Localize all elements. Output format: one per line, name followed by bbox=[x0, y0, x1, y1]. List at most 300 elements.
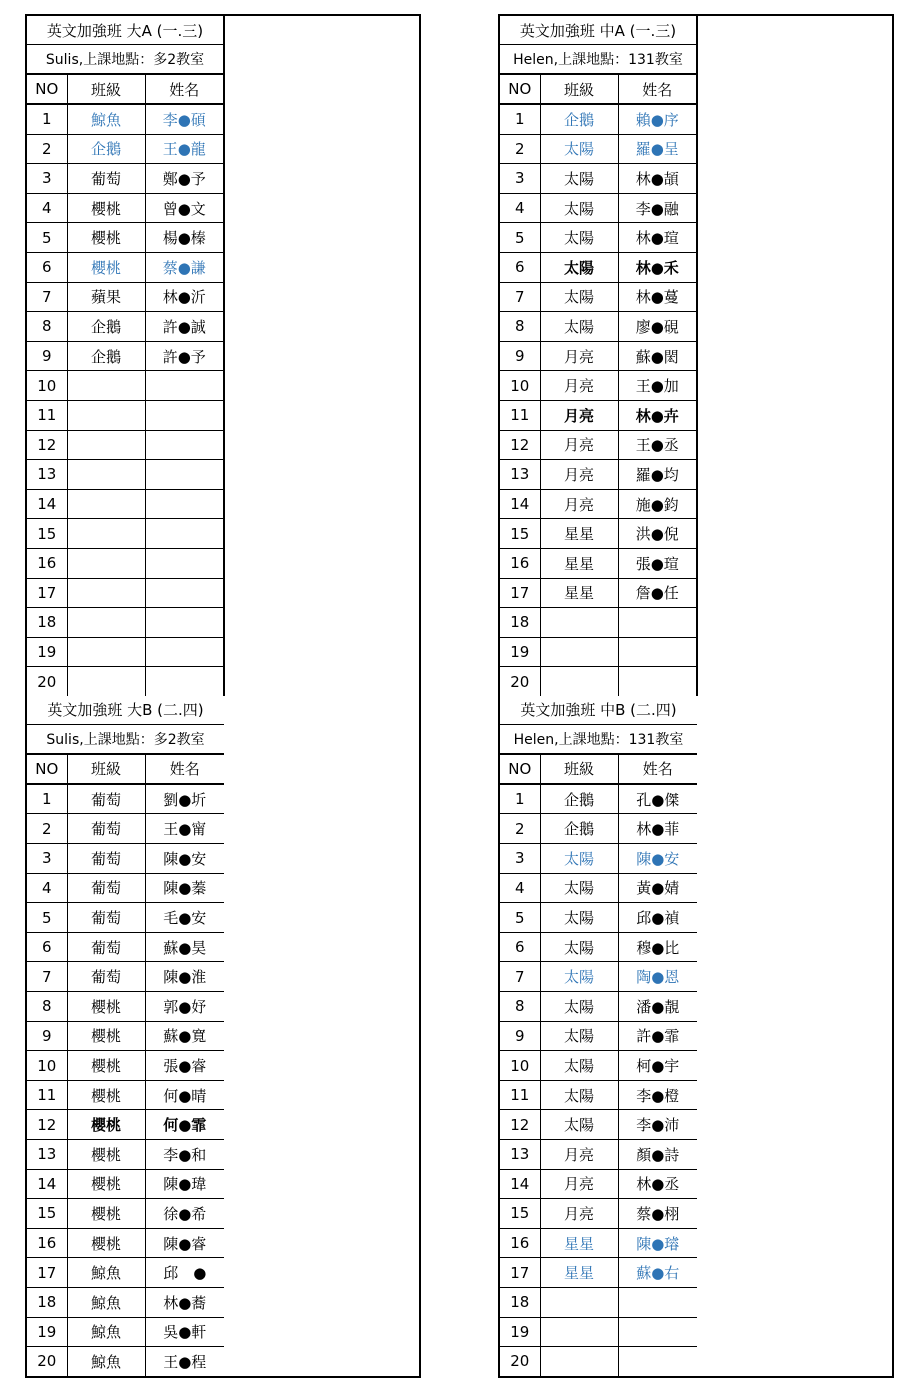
table-row bbox=[27, 341, 224, 371]
class-name-cell: 葡萄 bbox=[67, 844, 145, 874]
class-name-cell: 櫻桃 bbox=[67, 1169, 145, 1199]
column-header-no: NO bbox=[500, 74, 540, 104]
class-name-cell bbox=[540, 637, 618, 667]
row-number: 17 bbox=[500, 578, 540, 608]
table-row bbox=[500, 371, 697, 401]
class-name-cell: 太陽 bbox=[540, 193, 618, 223]
student-name-cell: 張●睿 bbox=[145, 1051, 224, 1081]
table-row bbox=[27, 134, 224, 164]
table-row bbox=[27, 1199, 224, 1229]
class-teacher-location: Helen,上課地點：131教室 bbox=[500, 45, 697, 75]
class-teacher-location: Helen,上課地點：131教室 bbox=[500, 724, 697, 754]
student-name-cell bbox=[145, 460, 224, 490]
class-teacher-location: Sulis,上課地點：多2教室 bbox=[27, 724, 224, 754]
row-number: 6 bbox=[27, 932, 67, 962]
class-name-cell: 鯨魚 bbox=[67, 1347, 145, 1376]
table-row bbox=[500, 1140, 697, 1170]
class-name-cell: 葡萄 bbox=[67, 784, 145, 814]
student-name-cell: 陳●睿 bbox=[145, 1228, 224, 1258]
table-row bbox=[27, 903, 224, 933]
class-name-cell bbox=[540, 1287, 618, 1317]
student-name-cell: 林●卉 bbox=[618, 400, 697, 430]
row-number: 10 bbox=[27, 371, 67, 401]
student-name-cell: 張●瑄 bbox=[618, 548, 697, 578]
roster-group-left bbox=[25, 14, 421, 1378]
table-row bbox=[27, 1080, 224, 1110]
student-name-cell: 王●程 bbox=[145, 1347, 224, 1376]
student-name-cell: 林●蕎 bbox=[145, 1287, 224, 1317]
student-name-cell: 林●丞 bbox=[618, 1169, 697, 1199]
table-row bbox=[27, 932, 224, 962]
table-row bbox=[27, 637, 224, 667]
row-number: 19 bbox=[500, 637, 540, 667]
row-number: 18 bbox=[500, 608, 540, 638]
class-name-cell: 太陽 bbox=[540, 844, 618, 874]
student-name-cell: 陳●蓁 bbox=[145, 873, 224, 903]
column-header-class: 班級 bbox=[67, 754, 145, 784]
class-name-cell: 企鵝 bbox=[67, 312, 145, 342]
student-name-cell: 洪●倪 bbox=[618, 519, 697, 549]
student-name-cell: 吳●軒 bbox=[145, 1317, 224, 1347]
table-row bbox=[500, 400, 697, 430]
table-row bbox=[500, 1199, 697, 1229]
class-name-cell: 鯨魚 bbox=[67, 1317, 145, 1347]
row-number: 16 bbox=[500, 1228, 540, 1258]
student-name-cell: 劉●圻 bbox=[145, 784, 224, 814]
class-name-cell bbox=[67, 519, 145, 549]
student-name-cell: 邱●禎 bbox=[618, 903, 697, 933]
roster-group-right bbox=[498, 14, 894, 1378]
table-row bbox=[500, 548, 697, 578]
table-row bbox=[500, 223, 697, 253]
row-number: 20 bbox=[500, 1347, 540, 1376]
class-name-cell: 月亮 bbox=[540, 489, 618, 519]
table-row bbox=[27, 489, 224, 519]
student-name-cell: 廖●硯 bbox=[618, 312, 697, 342]
student-name-cell: 許●誠 bbox=[145, 312, 224, 342]
class-name-cell: 櫻桃 bbox=[67, 193, 145, 223]
class-name-cell bbox=[540, 1347, 618, 1376]
table-row bbox=[27, 1347, 224, 1376]
student-name-cell: 林●瑄 bbox=[618, 223, 697, 253]
class-name-cell: 櫻桃 bbox=[67, 992, 145, 1022]
class-roster-table bbox=[500, 16, 698, 696]
row-number: 12 bbox=[27, 1110, 67, 1140]
table-row bbox=[500, 578, 697, 608]
class-name-cell bbox=[540, 1317, 618, 1347]
table-row bbox=[27, 223, 224, 253]
table-row bbox=[27, 312, 224, 342]
table-row bbox=[27, 667, 224, 696]
class-name-cell: 葡萄 bbox=[67, 962, 145, 992]
class-name-cell: 鯨魚 bbox=[67, 1287, 145, 1317]
table-row bbox=[500, 962, 697, 992]
class-name-cell bbox=[540, 608, 618, 638]
row-number: 3 bbox=[27, 164, 67, 194]
student-name-cell: 林●沂 bbox=[145, 282, 224, 312]
row-number: 18 bbox=[500, 1287, 540, 1317]
row-number: 5 bbox=[500, 223, 540, 253]
class-name-cell: 月亮 bbox=[540, 341, 618, 371]
class-name-cell: 月亮 bbox=[540, 371, 618, 401]
table-row bbox=[500, 1347, 697, 1376]
row-number: 3 bbox=[27, 844, 67, 874]
column-header-class: 班級 bbox=[67, 74, 145, 104]
class-name-cell: 櫻桃 bbox=[67, 1051, 145, 1081]
class-name-cell: 太陽 bbox=[540, 312, 618, 342]
class-title: 英文加強班 大B (二.四) bbox=[27, 696, 224, 725]
row-number: 10 bbox=[500, 1051, 540, 1081]
class-name-cell: 太陽 bbox=[540, 134, 618, 164]
row-number: 2 bbox=[27, 814, 67, 844]
column-header-no: NO bbox=[27, 74, 67, 104]
class-name-cell: 太陽 bbox=[540, 252, 618, 282]
row-number: 15 bbox=[500, 519, 540, 549]
student-name-cell: 黃●婧 bbox=[618, 873, 697, 903]
class-name-cell: 月亮 bbox=[540, 430, 618, 460]
student-name-cell: 蘇●右 bbox=[618, 1258, 697, 1288]
row-number: 12 bbox=[27, 430, 67, 460]
class-name-cell: 葡萄 bbox=[67, 814, 145, 844]
row-number: 18 bbox=[27, 608, 67, 638]
table-row bbox=[27, 992, 224, 1022]
table-row bbox=[500, 519, 697, 549]
table-row bbox=[500, 164, 697, 194]
student-name-cell: 許●予 bbox=[145, 341, 224, 371]
class-name-cell: 星星 bbox=[540, 548, 618, 578]
student-name-cell: 蘇●寬 bbox=[145, 1021, 224, 1051]
column-header-name: 姓名 bbox=[145, 754, 224, 784]
class-name-cell: 太陽 bbox=[540, 1110, 618, 1140]
row-number: 11 bbox=[500, 400, 540, 430]
row-number: 8 bbox=[27, 312, 67, 342]
class-name-cell: 太陽 bbox=[540, 903, 618, 933]
row-number: 17 bbox=[27, 1258, 67, 1288]
student-name-cell: 陳●瑋 bbox=[145, 1169, 224, 1199]
student-name-cell bbox=[145, 371, 224, 401]
class-name-cell bbox=[67, 460, 145, 490]
row-number: 14 bbox=[500, 489, 540, 519]
student-name-cell bbox=[145, 489, 224, 519]
student-name-cell: 邱 ● bbox=[145, 1258, 224, 1288]
class-name-cell: 葡萄 bbox=[67, 903, 145, 933]
table-row bbox=[500, 1317, 697, 1347]
class-roster-table bbox=[27, 696, 224, 1376]
row-number: 13 bbox=[500, 1140, 540, 1170]
table-row bbox=[500, 282, 697, 312]
table-row bbox=[500, 312, 697, 342]
table-row bbox=[27, 962, 224, 992]
class-name-cell: 櫻桃 bbox=[67, 1110, 145, 1140]
row-number: 20 bbox=[27, 1347, 67, 1376]
row-number: 14 bbox=[27, 1169, 67, 1199]
class-name-cell bbox=[67, 578, 145, 608]
table-row bbox=[27, 371, 224, 401]
class-name-cell: 太陽 bbox=[540, 1021, 618, 1051]
row-number: 7 bbox=[500, 282, 540, 312]
student-name-cell bbox=[145, 637, 224, 667]
student-name-cell bbox=[145, 519, 224, 549]
class-name-cell: 櫻桃 bbox=[67, 1080, 145, 1110]
row-number: 4 bbox=[27, 193, 67, 223]
column-header-no: NO bbox=[500, 754, 540, 784]
row-number: 8 bbox=[500, 992, 540, 1022]
class-name-cell: 企鵝 bbox=[67, 134, 145, 164]
student-name-cell bbox=[145, 400, 224, 430]
row-number: 9 bbox=[500, 1021, 540, 1051]
student-name-cell: 何●晴 bbox=[145, 1080, 224, 1110]
student-name-cell: 鄭●予 bbox=[145, 164, 224, 194]
row-number: 9 bbox=[27, 341, 67, 371]
student-name-cell: 陳●安 bbox=[618, 844, 697, 874]
student-name-cell: 蔡●謙 bbox=[145, 252, 224, 282]
class-name-cell: 太陽 bbox=[540, 962, 618, 992]
class-name-cell: 櫻桃 bbox=[67, 1140, 145, 1170]
table-row bbox=[27, 1228, 224, 1258]
student-name-cell: 陶●恩 bbox=[618, 962, 697, 992]
student-name-cell: 李●橙 bbox=[618, 1080, 697, 1110]
class-name-cell: 太陽 bbox=[540, 1051, 618, 1081]
column-header-class: 班級 bbox=[540, 754, 618, 784]
table-row bbox=[27, 784, 224, 814]
row-number: 2 bbox=[500, 814, 540, 844]
class-roster-table bbox=[27, 16, 225, 696]
student-name-cell: 楊●榛 bbox=[145, 223, 224, 253]
student-name-cell: 曾●文 bbox=[145, 193, 224, 223]
table-row bbox=[27, 164, 224, 194]
class-name-cell: 太陽 bbox=[540, 873, 618, 903]
class-name-cell: 鯨魚 bbox=[67, 104, 145, 134]
row-number: 1 bbox=[27, 784, 67, 814]
row-number: 15 bbox=[27, 1199, 67, 1229]
row-number: 4 bbox=[27, 873, 67, 903]
student-name-cell: 詹●任 bbox=[618, 578, 697, 608]
table-row bbox=[500, 608, 697, 638]
table-row bbox=[500, 1021, 697, 1051]
class-name-cell bbox=[67, 548, 145, 578]
row-number: 9 bbox=[27, 1021, 67, 1051]
class-name-cell bbox=[67, 430, 145, 460]
row-number: 17 bbox=[500, 1258, 540, 1288]
student-name-cell: 王●甯 bbox=[145, 814, 224, 844]
table-row bbox=[27, 1287, 224, 1317]
table-row bbox=[500, 1169, 697, 1199]
table-row bbox=[500, 1110, 697, 1140]
table-row bbox=[500, 903, 697, 933]
student-name-cell: 柯●宇 bbox=[618, 1051, 697, 1081]
row-number: 19 bbox=[500, 1317, 540, 1347]
student-name-cell: 徐●希 bbox=[145, 1199, 224, 1229]
table-row bbox=[500, 784, 697, 814]
row-number: 4 bbox=[500, 193, 540, 223]
student-name-cell: 潘●靚 bbox=[618, 992, 697, 1022]
row-number: 13 bbox=[27, 1140, 67, 1170]
table-row bbox=[500, 1287, 697, 1317]
column-header-class: 班級 bbox=[540, 74, 618, 104]
table-row bbox=[27, 104, 224, 134]
table-row bbox=[500, 193, 697, 223]
student-name-cell: 賴●序 bbox=[618, 104, 697, 134]
class-name-cell bbox=[67, 608, 145, 638]
class-name-cell: 太陽 bbox=[540, 164, 618, 194]
row-number: 15 bbox=[500, 1199, 540, 1229]
row-number: 16 bbox=[27, 548, 67, 578]
row-number: 15 bbox=[27, 519, 67, 549]
table-row bbox=[27, 844, 224, 874]
table-row bbox=[500, 844, 697, 874]
table-row bbox=[27, 1051, 224, 1081]
table-row bbox=[500, 1080, 697, 1110]
table-row bbox=[500, 932, 697, 962]
student-name-cell: 林●菲 bbox=[618, 814, 697, 844]
class-name-cell: 葡萄 bbox=[67, 164, 145, 194]
row-number: 20 bbox=[27, 667, 67, 696]
class-name-cell bbox=[67, 400, 145, 430]
student-name-cell: 施●鈞 bbox=[618, 489, 697, 519]
table-row bbox=[500, 430, 697, 460]
row-number: 4 bbox=[500, 873, 540, 903]
row-number: 10 bbox=[500, 371, 540, 401]
student-name-cell: 王●丞 bbox=[618, 430, 697, 460]
column-header-name: 姓名 bbox=[618, 754, 697, 784]
class-name-cell: 月亮 bbox=[540, 1140, 618, 1170]
row-number: 13 bbox=[500, 460, 540, 490]
student-name-cell bbox=[618, 637, 697, 667]
student-name-cell: 王●龍 bbox=[145, 134, 224, 164]
row-number: 14 bbox=[27, 489, 67, 519]
table-row bbox=[500, 1258, 697, 1288]
table-row bbox=[500, 637, 697, 667]
class-name-cell: 葡萄 bbox=[67, 873, 145, 903]
student-name-cell bbox=[618, 667, 697, 696]
class-name-cell bbox=[67, 637, 145, 667]
row-number: 5 bbox=[27, 223, 67, 253]
row-number: 5 bbox=[500, 903, 540, 933]
student-name-cell: 蘇●閎 bbox=[618, 341, 697, 371]
row-number: 1 bbox=[27, 104, 67, 134]
table-row bbox=[27, 460, 224, 490]
row-number: 11 bbox=[27, 400, 67, 430]
table-row bbox=[27, 519, 224, 549]
table-row bbox=[27, 400, 224, 430]
student-name-cell: 顏●詩 bbox=[618, 1140, 697, 1170]
column-header-name: 姓名 bbox=[145, 74, 224, 104]
row-number: 8 bbox=[27, 992, 67, 1022]
class-name-cell: 櫻桃 bbox=[67, 252, 145, 282]
row-number: 2 bbox=[27, 134, 67, 164]
table-row bbox=[27, 1021, 224, 1051]
row-number: 19 bbox=[27, 637, 67, 667]
student-name-cell bbox=[618, 1317, 697, 1347]
student-name-cell: 李●融 bbox=[618, 193, 697, 223]
class-name-cell: 太陽 bbox=[540, 1080, 618, 1110]
row-number: 8 bbox=[500, 312, 540, 342]
row-number: 16 bbox=[27, 1228, 67, 1258]
table-row bbox=[500, 992, 697, 1022]
column-header-no: NO bbox=[27, 754, 67, 784]
student-name-cell bbox=[145, 430, 224, 460]
student-name-cell bbox=[618, 1347, 697, 1376]
class-name-cell: 企鵝 bbox=[540, 784, 618, 814]
student-name-cell bbox=[618, 608, 697, 638]
student-name-cell: 李●碩 bbox=[145, 104, 224, 134]
row-number: 1 bbox=[500, 784, 540, 814]
table-row bbox=[27, 193, 224, 223]
class-name-cell: 月亮 bbox=[540, 460, 618, 490]
student-name-cell bbox=[618, 1287, 697, 1317]
row-number: 11 bbox=[27, 1080, 67, 1110]
class-title: 英文加強班 中A (一.三) bbox=[500, 16, 697, 45]
row-number: 10 bbox=[27, 1051, 67, 1081]
class-name-cell: 企鵝 bbox=[540, 814, 618, 844]
class-name-cell: 櫻桃 bbox=[67, 223, 145, 253]
row-number: 13 bbox=[27, 460, 67, 490]
class-name-cell: 企鵝 bbox=[540, 104, 618, 134]
table-row bbox=[27, 1258, 224, 1288]
row-number: 6 bbox=[27, 252, 67, 282]
student-name-cell: 毛●安 bbox=[145, 903, 224, 933]
student-name-cell: 穆●比 bbox=[618, 932, 697, 962]
table-row bbox=[500, 134, 697, 164]
class-name-cell: 太陽 bbox=[540, 223, 618, 253]
class-name-cell: 櫻桃 bbox=[67, 1199, 145, 1229]
student-name-cell: 蘇●昊 bbox=[145, 932, 224, 962]
class-name-cell bbox=[540, 667, 618, 696]
table-row bbox=[500, 252, 697, 282]
class-name-cell: 月亮 bbox=[540, 1199, 618, 1229]
class-roster-table bbox=[500, 696, 697, 1376]
class-name-cell: 企鵝 bbox=[67, 341, 145, 371]
student-name-cell bbox=[145, 548, 224, 578]
table-row bbox=[500, 460, 697, 490]
row-number: 11 bbox=[500, 1080, 540, 1110]
class-name-cell: 星星 bbox=[540, 519, 618, 549]
student-name-cell: 陳●安 bbox=[145, 844, 224, 874]
table-row bbox=[27, 430, 224, 460]
table-row bbox=[27, 578, 224, 608]
class-title: 英文加強班 中B (二.四) bbox=[500, 696, 697, 725]
row-number: 9 bbox=[500, 341, 540, 371]
student-name-cell: 郭●妤 bbox=[145, 992, 224, 1022]
student-name-cell: 蔡●栩 bbox=[618, 1199, 697, 1229]
class-title: 英文加強班 大A (一.三) bbox=[27, 16, 224, 45]
row-number: 20 bbox=[500, 667, 540, 696]
student-name-cell: 陳●璿 bbox=[618, 1228, 697, 1258]
column-header-name: 姓名 bbox=[618, 74, 697, 104]
student-name-cell: 林●頡 bbox=[618, 164, 697, 194]
student-name-cell: 羅●均 bbox=[618, 460, 697, 490]
class-name-cell: 太陽 bbox=[540, 992, 618, 1022]
class-name-cell bbox=[67, 667, 145, 696]
table-row bbox=[27, 608, 224, 638]
table-row bbox=[27, 1140, 224, 1170]
class-name-cell bbox=[67, 371, 145, 401]
table-row bbox=[500, 667, 697, 696]
row-number: 18 bbox=[27, 1287, 67, 1317]
student-name-cell: 林●禾 bbox=[618, 252, 697, 282]
student-name-cell: 何●霏 bbox=[145, 1110, 224, 1140]
row-number: 2 bbox=[500, 134, 540, 164]
row-number: 16 bbox=[500, 548, 540, 578]
row-number: 19 bbox=[27, 1317, 67, 1347]
class-teacher-location: Sulis,上課地點：多2教室 bbox=[27, 45, 224, 75]
row-number: 1 bbox=[500, 104, 540, 134]
class-name-cell: 葡萄 bbox=[67, 932, 145, 962]
class-name-cell: 星星 bbox=[540, 1258, 618, 1288]
table-row bbox=[27, 1169, 224, 1199]
table-row bbox=[500, 814, 697, 844]
student-name-cell: 李●沛 bbox=[618, 1110, 697, 1140]
